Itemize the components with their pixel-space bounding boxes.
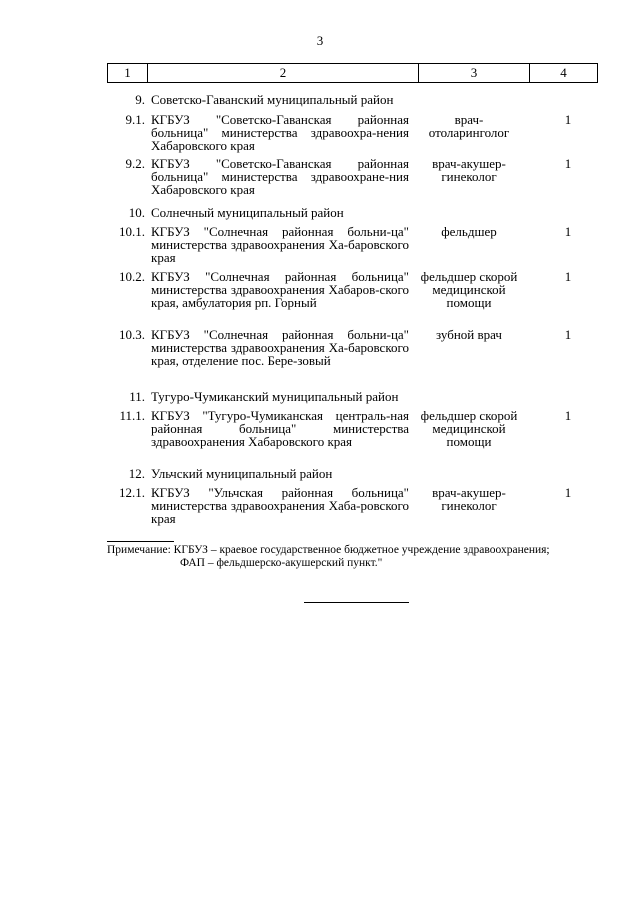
district-title: Советско-Гаванский муниципальный район (151, 92, 394, 107)
end-of-document-rule (304, 602, 409, 603)
row-number: 11.1. (119, 408, 145, 423)
position-count: 1 (564, 485, 572, 500)
header-col-1: 1 (108, 64, 148, 82)
header-col-3: 3 (419, 64, 530, 82)
institution-name: КГБУЗ "Советско-Гаванская районная больница" министерства здравоохра-нения Хабаровского края (151, 112, 409, 153)
position-name: врач-отоларинголог (428, 112, 510, 140)
row-number: 12. (128, 466, 145, 481)
district-title: Солнечный муниципальный район (151, 205, 344, 220)
district-title: Ульчский муниципальный район (151, 466, 333, 481)
position-name: фельдшер скорой медицинской помощи (420, 269, 518, 310)
row-number: 10. (128, 205, 145, 220)
row-number: 10.1. (119, 224, 145, 239)
row-number: 9. (135, 92, 145, 107)
header-col-2: 2 (148, 64, 419, 82)
position-name: врач-акушер-гинеколог (432, 485, 506, 513)
table-header (107, 63, 598, 83)
row-number: 10.3. (119, 327, 145, 342)
institution-name: КГБУЗ "Солнечная районная больница" министерства здравоохранения Хабаров-ского края, амбулатория рп. Горный (151, 269, 409, 310)
position-name: врач-акушер-гинеколог (432, 156, 506, 184)
page-number: 3 (316, 33, 324, 48)
position-count: 1 (564, 269, 572, 284)
position-name: зубной врач (436, 327, 502, 342)
row-number: 12.1. (119, 485, 145, 500)
footnote-line-1: Примечание: КГБУЗ – краевое государственное бюджетное учреждение здравоохранения; (107, 544, 550, 556)
institution-name: КГБУЗ "Советско-Гаванская районная больница" министерства здравоохране-ния Хабаровского края (151, 156, 409, 197)
row-number: 10.2. (119, 269, 145, 284)
position-count: 1 (564, 112, 572, 127)
position-name: фельдшер скорой медицинской помощи (420, 408, 518, 449)
position-count: 1 (564, 327, 572, 342)
position-count: 1 (564, 224, 572, 239)
position-count: 1 (564, 156, 572, 171)
position-name: фельдшер (441, 224, 497, 239)
footnote-divider (107, 541, 174, 542)
row-number: 11. (129, 389, 145, 404)
district-title: Тугуро-Чумиканский муниципальный район (151, 389, 399, 404)
row-number: 9.2. (125, 156, 145, 171)
row-number: 9.1. (125, 112, 145, 127)
institution-name: КГБУЗ "Ульчская районная больница" министерства здравоохранения Хаба-ровского края (151, 485, 409, 526)
institution-name: КГБУЗ "Солнечная районная больни-ца" министерства здравоохранения Ха-баровского края (151, 224, 409, 265)
institution-name: КГБУЗ "Тугуро-Чумиканская централь-ная районная больница" министерства здравоохранения Хабаровского края (151, 408, 409, 449)
institution-name: КГБУЗ "Солнечная районная больни-ца" министерства здравоохранения Ха-баровского края, отделение пос. Бере-зовый (151, 327, 409, 368)
header-col-4: 4 (560, 65, 567, 80)
footnote (107, 544, 550, 570)
footnote-line-2: ФАП – фельдшерско-акушерский пункт." (180, 557, 383, 569)
position-count: 1 (564, 408, 572, 423)
